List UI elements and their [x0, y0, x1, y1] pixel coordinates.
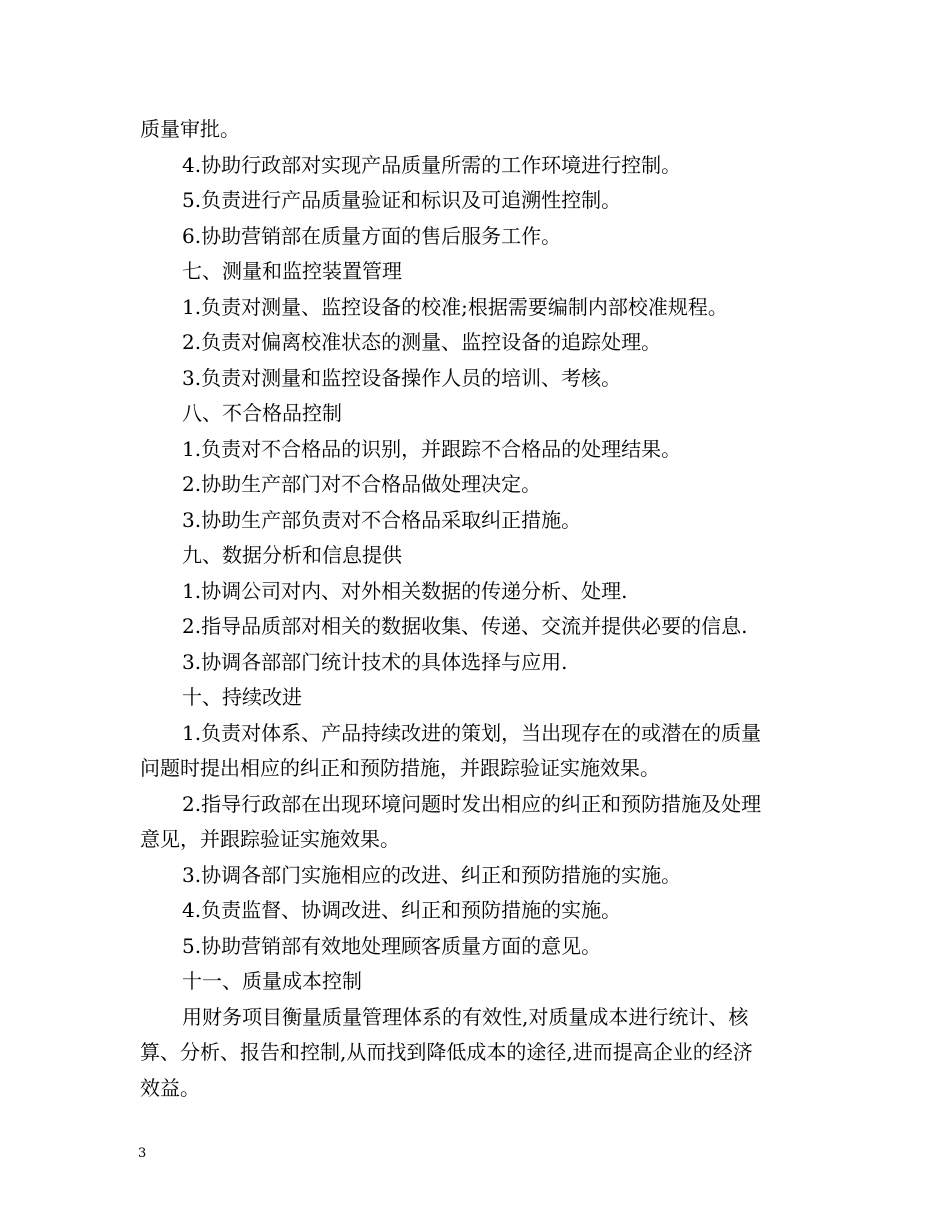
text-line: 3.协助生产部负责对不合格品采取纠正措施。: [182, 507, 582, 532]
text-line: 质量审批。: [140, 117, 240, 141]
text-line: 5.负责进行产品质量验证和标识及可追溯性控制。: [182, 188, 622, 212]
text-line: 4.协助行政部对实现产品质量所需的工作环境进行控制。: [182, 152, 682, 177]
text-line: 3.协调各部门实施相应的改进、纠正和预防措施的实施。: [182, 862, 682, 887]
text-line: 1.协调公司对内、对外相关数据的传递分析、处理.: [182, 578, 628, 603]
text-line: 1.负责对体系、产品持续改进的策划，当出现存在的或潜在的质量: [182, 720, 762, 745]
section-heading: 九、数据分析和信息提供: [182, 543, 402, 567]
text-line: 2.指导品质部对相关的数据收集、传递、交流并提供必要的信息.: [182, 614, 748, 638]
section-heading: 十一、质量成本控制: [182, 969, 362, 993]
text-line: 3.负责对测量和监控设备操作人员的培训、考核。: [182, 365, 622, 390]
text-line: 1.负责对不合格品的识别，并跟踪不合格品的处理结果。: [182, 436, 682, 461]
text-line: 2.协助生产部门对不合格品做处理决定。: [182, 472, 542, 496]
text-line: 5.协助营销部有效地处理顾客质量方面的意见。: [182, 933, 602, 958]
section-heading: 八、不合格品控制: [182, 401, 342, 425]
text-line: 6.协助营销部在质量方面的售后服务工作。: [182, 223, 562, 248]
text-line: 效益。: [140, 1075, 200, 1100]
text-line: 意见，并跟踪验证实施效果。: [140, 827, 400, 851]
text-line: 用财务项目衡量质量管理体系的有效性,对质量成本进行统计、核: [182, 1004, 749, 1029]
text-line: 3.协调各部部门统计技术的具体选择与应用.: [182, 649, 568, 674]
text-line: 问题时提出相应的纠正和预防措施，并跟踪验证实施效果。: [140, 756, 660, 780]
text-line: 2.负责对偏离校准状态的测量、监控设备的追踪处理。: [182, 330, 662, 354]
page-number: 3: [138, 1146, 147, 1161]
text-line: 算、分析、报告和控制,从而找到降低成本的途径,进而提高企业的经济: [140, 1040, 753, 1064]
document-body: [140, 112, 815, 1106]
text-line: 4.负责监督、协调改进、纠正和预防措施的实施。: [182, 898, 622, 922]
text-line: 2.指导行政部在出现环境问题时发出相应的纠正和预防措施及处理: [182, 791, 762, 816]
section-heading: 七、测量和监控装置管理: [182, 259, 402, 283]
text-line: 1.负责对测量、监控设备的校准;根据需要编制内部校准规程。: [182, 294, 728, 319]
section-heading: 十、持续改进: [182, 685, 302, 709]
